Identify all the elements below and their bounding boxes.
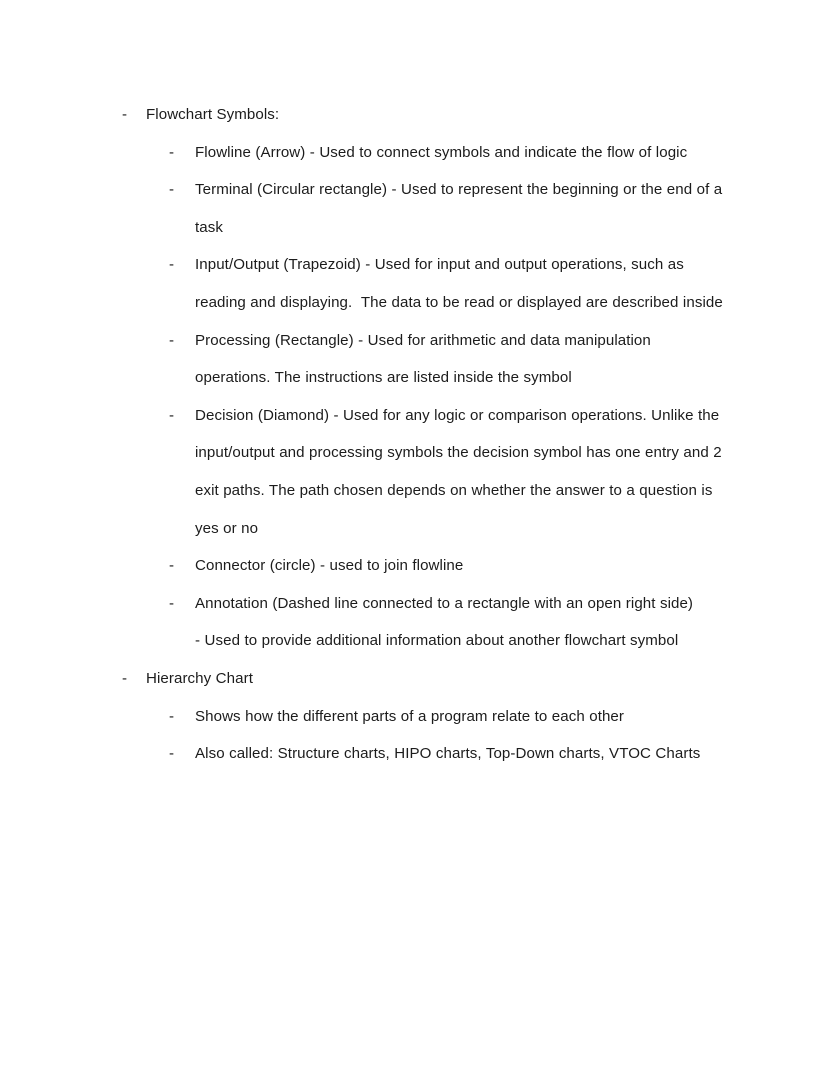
bullet-dash-icon: - xyxy=(169,143,175,161)
bullet-dash-icon: - xyxy=(122,669,128,687)
outline-item-text: Connector (circle) - used to join flowline xyxy=(195,557,464,575)
bullet-dash-icon: - xyxy=(169,406,175,424)
outline-item-flowchart-symbols xyxy=(0,96,828,134)
outline-item-terminal xyxy=(0,171,828,246)
bullet-dash-icon: - xyxy=(169,256,175,274)
bullet-dash-icon: - xyxy=(169,707,175,725)
outline-item-processing xyxy=(0,322,828,397)
outline-item-input-output xyxy=(0,246,828,321)
outline-item-annotation xyxy=(0,585,828,623)
bullet-dash-icon: - xyxy=(169,745,175,763)
outline-item-hierarchy-shows xyxy=(0,698,828,736)
outline-item-text: Terminal (Circular rectangle) - Used to represent the beginning or the end of a task xyxy=(195,181,727,236)
outline-item-text: - Used to provide additional information about another flowchart symbol xyxy=(195,632,679,650)
bullet-dash-icon: - xyxy=(169,181,175,199)
outline-item-text: Decision (Diamond) - Used for any logic or comparison operations. Unlike the input/output and processing symbols the decision symbol has one entry and 2 exit paths. The path chosen depends on whether the answer to a question is yes or no xyxy=(195,406,727,537)
outline-list xyxy=(0,96,828,773)
outline-item-connector xyxy=(0,547,828,585)
outline-item-text: Input/Output (Trapezoid) - Used for input and output operations, such as reading and displaying. The data to be read or displayed are described inside xyxy=(195,256,723,311)
bullet-dash-icon: - xyxy=(122,106,128,123)
bullet-dash-icon: - xyxy=(169,557,175,575)
outline-item-text: Annotation (Dashed line connected to a rectangle with an open right side) xyxy=(195,594,694,612)
outline-item-hierarchy-chart xyxy=(0,660,828,698)
outline-item-text: Processing (Rectangle) - Used for arithmetic and data manipulation operations. The instructions are listed inside the symbol xyxy=(195,331,656,387)
outline-item-text: Flowchart Symbols: xyxy=(146,106,280,123)
outline-item-flowline xyxy=(0,134,828,172)
outline-item-text: Hierarchy Chart xyxy=(146,669,253,687)
outline-item-decision xyxy=(0,397,828,547)
outline-item-annotation-continuation xyxy=(0,622,828,660)
outline-item-text: Flowline (Arrow) - Used to connect symbols and indicate the flow of logic xyxy=(195,143,688,161)
outline-item-text: Also called: Structure charts, HIPO charts, Top-Down charts, VTOC Charts xyxy=(195,745,701,763)
outline-item-text: Shows how the different parts of a program relate to each other xyxy=(195,707,625,725)
bullet-dash-icon: - xyxy=(169,594,175,612)
bullet-dash-icon: - xyxy=(169,331,175,349)
outline-item-hierarchy-also-called xyxy=(0,735,828,773)
